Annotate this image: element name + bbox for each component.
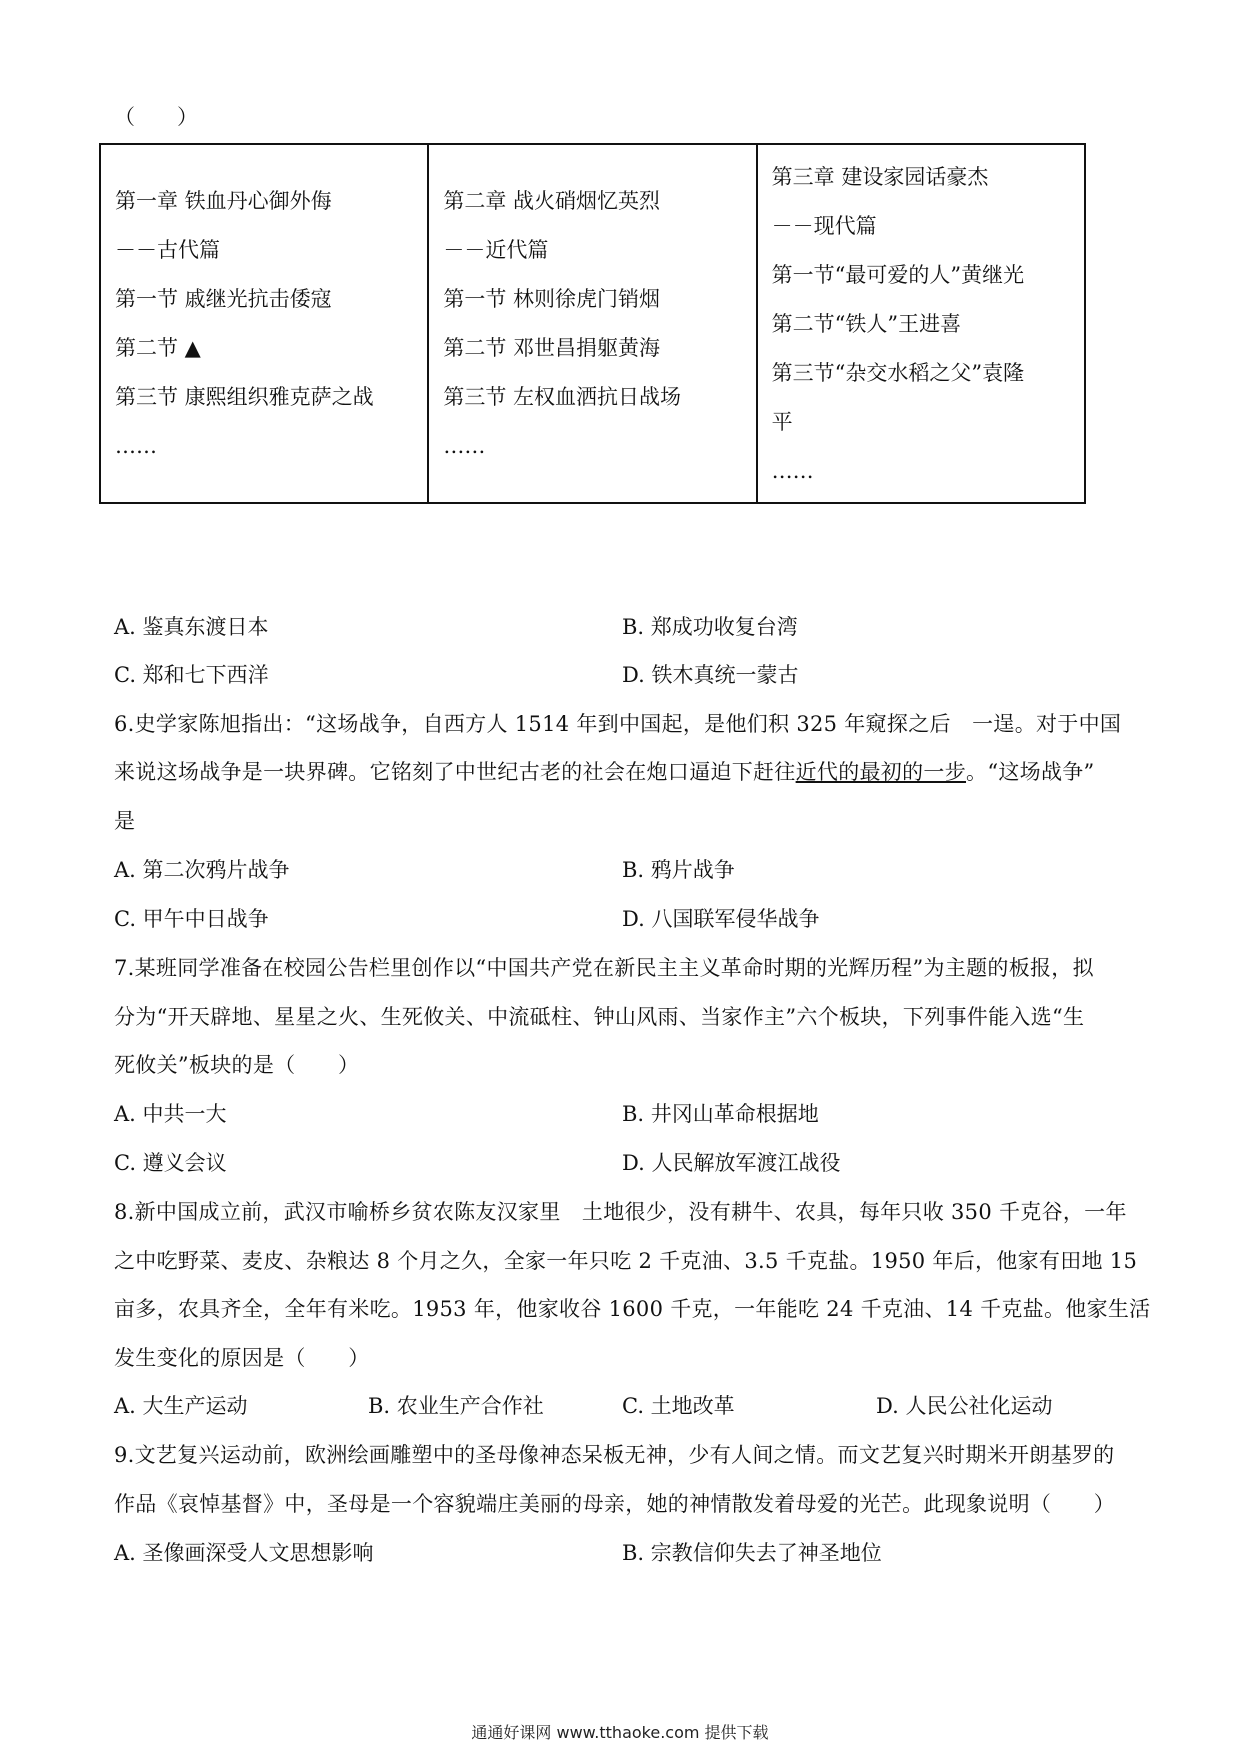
q5-option-d[interactable]: D. 铁木真统一蒙古 [622, 663, 799, 687]
chapter-2-section-1: 第一节 林则徐虎门销烟 [443, 287, 661, 311]
q6-option-b[interactable]: B. 鸦片战争 [622, 858, 735, 882]
chapter-2-title: 第二章 战火硝烟忆英烈 [443, 189, 661, 213]
q8-option-b[interactable]: B. 农业生产合作社 [368, 1394, 544, 1418]
q8-option-a[interactable]: A. 大生产运动 [114, 1394, 248, 1418]
chapter-1-ellipsis: …… [115, 434, 157, 458]
q5-option-a[interactable]: A. 鉴真东渡日本 [114, 615, 269, 639]
q5-option-c[interactable]: C. 郑和七下西洋 [114, 663, 269, 687]
chapter-3-section-1: 第一节“最可爱的人”黄继光 [771, 263, 1025, 287]
chapter-2-subtitle: －－近代篇 [443, 238, 549, 262]
q7-stem-line-1: 7.某班同学准备在校园公告栏里创作以“中国共产党在新民主主义革命时期的光辉历程”为主题的板报，拟 [114, 956, 1094, 980]
chapter-1-cell [100, 144, 428, 503]
chapter-1-section-3: 第三节 康熙组织雅克萨之战 [115, 385, 374, 409]
q8-stem-line-2: 之中吃野菜、麦皮、杂粮达 8 个月之久，全家一年只吃 2 千克油、3.5 千克盐。1950 年后，他家有田地 15 [114, 1249, 1138, 1273]
chapter-2-ellipsis: …… [443, 434, 486, 458]
chapter-1-section-1: 第一节 戚继光抗击倭寇 [115, 287, 332, 311]
q9-stem-line-2: 作品《哀悼基督》中，圣母是一个容貌端庄美丽的母亲，她的神情散发着母爱的光芒。此现象说明（ ） [114, 1492, 1116, 1516]
q7-stem-line-2: 分为“开天辟地、星星之火、生死攸关、中流砥柱、钟山风雨、当家作主”六个板块，下列事件能入选“生 [114, 1005, 1085, 1029]
q5-paren: （ ） [114, 105, 198, 129]
q9-option-b[interactable]: B. 宗教信仰失去了神圣地位 [622, 1541, 882, 1565]
chapter-table [99, 143, 1086, 504]
q6-stem-text: 来说这场战争是一块界碑。它铭刻了中世纪古老的社会在炮口逼迫下赶往 [114, 760, 796, 784]
q9-option-a[interactable]: A. 圣像画深受人文思想影响 [114, 1541, 374, 1565]
chapter-1-section-2: 第二节 ▲ [115, 336, 201, 360]
q6-stem-line-3: 是 [114, 809, 136, 833]
q8-option-d[interactable]: D. 人民公社化运动 [876, 1394, 1053, 1418]
q5-option-b[interactable]: B. 郑成功收复台湾 [622, 615, 798, 639]
q8-stem-line-3: 亩多，农具齐全，全年有米吃。1953 年，他家收谷 1600 千克，一年能吃 24 千克油、14 千克盐。他家生活 [114, 1297, 1151, 1321]
chapter-2-cell [428, 144, 756, 503]
q7-option-a[interactable]: A. 中共一大 [114, 1102, 227, 1126]
q6-stem-text-end: 。“这场战争” [966, 760, 1095, 784]
q8-stem-line-4: 发生变化的原因是（ ） [114, 1346, 370, 1370]
chapter-3-section-3: 第三节“杂交水稻之父”袁隆 [771, 361, 1025, 385]
q8-stem-line-1: 8.新中国成立前，武汉市喻桥乡贫农陈友汉家里 土地很少，没有耕牛、农具，每年只收 350 千克谷，一年 [114, 1200, 1127, 1224]
q6-option-a[interactable]: A. 第二次鸦片战争 [114, 858, 290, 882]
chapter-3-ellipsis: …… [771, 459, 814, 483]
chapter-3-section-3-cont: 平 [771, 410, 793, 434]
chapter-3-section-2: 第二节“铁人”王进喜 [771, 312, 962, 336]
chapter-1-subtitle: －－古代篇 [115, 238, 220, 262]
chapter-2-section-2: 第二节 邓世昌捐躯黄海 [443, 336, 661, 360]
q7-stem-line-3: 死攸关”板块的是（ ） [114, 1053, 360, 1077]
q6-stem-line-2 [114, 757, 1144, 787]
q6-underlined-phrase: 近代的最初的一步 [795, 760, 967, 784]
chapter-2-section-3: 第三节 左权血洒抗日战场 [443, 385, 682, 409]
q6-option-d[interactable]: D. 八国联军侵华战争 [622, 907, 820, 931]
q7-option-b[interactable]: B. 井冈山革命根据地 [622, 1102, 819, 1126]
q8-option-c[interactable]: C. 土地改革 [622, 1394, 735, 1418]
q6-option-c[interactable]: C. 甲午中日战争 [114, 907, 269, 931]
q7-option-c[interactable]: C. 遵义会议 [114, 1151, 227, 1175]
chapter-3-cell [757, 144, 1085, 503]
q6-stem-line-1: 6.史学家陈旭指出：“这场战争，自西方人 1514 年到中国起，是他们积 325 年窥探之后 一逞。对于中国 [114, 712, 1122, 736]
page-footer: 通通好课网 www.tthaoke.com 提供下载 [471, 1723, 769, 1742]
chapter-3-title: 第三章 建设家园话豪杰 [771, 165, 989, 189]
q7-option-d[interactable]: D. 人民解放军渡江战役 [622, 1151, 841, 1175]
chapter-1-title: 第一章 铁血丹心御外侮 [115, 189, 332, 213]
chapter-3-subtitle: －－现代篇 [771, 214, 877, 238]
q9-stem-line-1: 9.文艺复兴运动前，欧洲绘画雕塑中的圣母像神态呆板无神，少有人间之情。而文艺复兴时期米开朗基罗的 [114, 1443, 1115, 1467]
